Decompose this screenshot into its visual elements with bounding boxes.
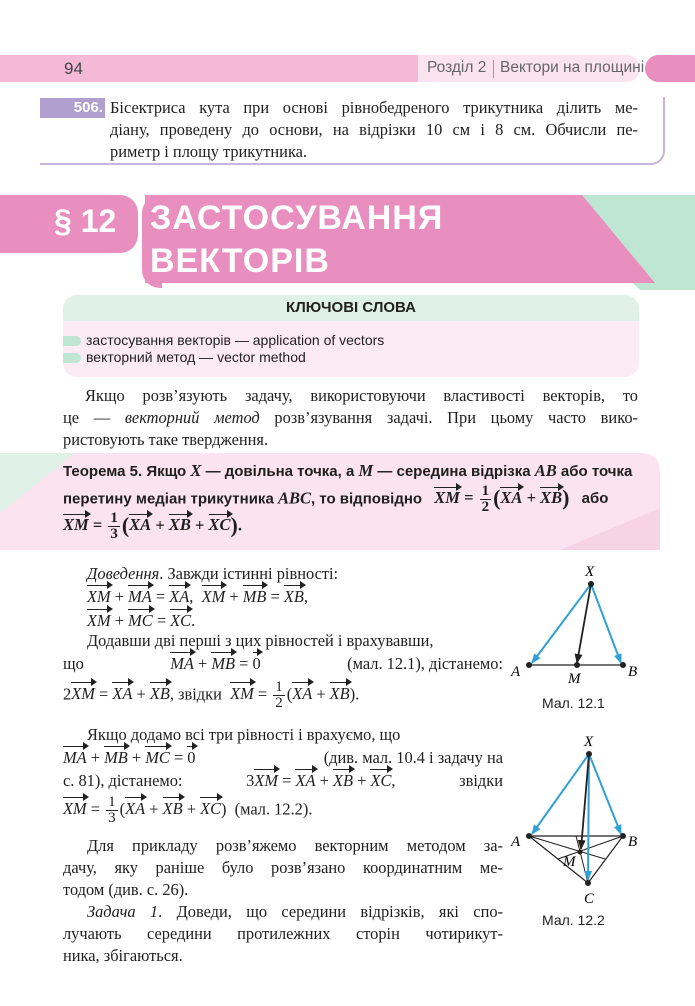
header-divider xyxy=(493,60,494,78)
page-number: 94 xyxy=(64,59,83,78)
theorem-line-3: XM = $\frac{1}{3}$ (XA + XB + XC). xyxy=(63,510,242,542)
vector-xb xyxy=(591,584,621,663)
example-line-4: Задача 1. Доведи, що середини відрізків, які спо- xyxy=(87,902,503,921)
keyword-bullet-2 xyxy=(63,353,81,363)
problem-line-1: Бісектриса кута при основі рівнобедреного трикутника ділить ме- xyxy=(110,98,638,117)
paragraph-title-line-1: ЗАСТОСУВАННЯ xyxy=(150,199,444,237)
keyword-item-2: векторний метод — vector method xyxy=(86,349,306,365)
figure-12-1-caption: Мал. 12.1 xyxy=(542,695,605,711)
keyword-item-1: застосування векторів — application of vectors xyxy=(86,332,385,348)
label-c-2: C xyxy=(584,891,595,907)
problem-line-3: риметр і площу трикутника. xyxy=(110,142,308,161)
theorem-line-1: Теорема 5. Якщо X — довільна точка, а M — середина відрізка AB або точка xyxy=(63,461,633,480)
intro-line-3: ристовують таке твердження. xyxy=(63,430,269,449)
example-line-6: ника, збігаються. xyxy=(63,946,183,965)
intro-line-2: це — векторний метод розв’язування задачі. При цьому часто вико- xyxy=(63,408,638,427)
example-line-3: тодом (див. с. 26). xyxy=(63,880,189,899)
section-label: Розділ 2 xyxy=(427,59,487,76)
example-line-1: Для прикладу розв’яжемо векторним методом за- xyxy=(87,836,503,855)
figure-12-2 xyxy=(505,728,665,908)
label-b: B xyxy=(628,664,638,680)
figure-12-1 xyxy=(505,560,665,690)
vector-xm xyxy=(577,584,591,663)
intro-line-1: Якщо розв’язують задачу, використовуючи властивості векторів, то xyxy=(85,386,638,405)
paragraph-title-line-2: ВЕКТОРІВ xyxy=(150,242,330,280)
chapter-title: Вектори на площині xyxy=(500,59,645,76)
proof-line-3: XM + MC = XC. xyxy=(87,611,196,630)
header-bar-left xyxy=(0,55,420,82)
label-m: M xyxy=(568,671,581,687)
label-a-2: A xyxy=(511,834,521,850)
proof-line-8: MA + MB + MC = 0 (див. мал. 10.4 і задачу на xyxy=(63,748,503,767)
proof-line-6: 2XM = XA + XB, звідки XM = $\frac{1}{2}$ (XA + XB). xyxy=(63,679,360,711)
problem-line-2: діану, проведену до основи, на відрізки 10 см і 8 см. Обчисли пе- xyxy=(110,120,638,139)
example-line-2: дачу, яку раніше було розв’язано координатним ме- xyxy=(63,858,503,877)
problem-number-badge: 506. xyxy=(40,98,105,118)
label-a: A xyxy=(511,664,521,680)
label-x-2: X xyxy=(584,734,594,750)
vector-xa-2 xyxy=(532,754,589,834)
proof-line-4: Додавши дві перші з цих рівностей і врахувавши, xyxy=(87,631,434,650)
proof-line-9: с. 81), дістанемо: 3XM = XA + XB + XC, звідки xyxy=(63,771,503,790)
proof-line-7: Якщо додамо всі три рівності і врахуємо, що xyxy=(87,725,401,744)
header-bar-right xyxy=(645,55,695,82)
proof-line-10: XM = $\frac{1}{3}$ (XA + XB + XC) (мал. 12.2). xyxy=(63,794,313,826)
label-b-2: B xyxy=(628,834,638,850)
proof-line-2: XM + MA = XA, XM + MB = XB, xyxy=(87,587,308,606)
theorem-line-2: перетину медіан трикутника ABC, то відповідно XM = $\frac{1}{2}$ (XA + XB) або xyxy=(63,483,609,515)
proof-line-1: Доведення. Завжди істинні рівності: xyxy=(87,564,339,583)
label-m-2: M xyxy=(563,854,576,870)
proof-line-5: що MA + MB = 0 (мал. 12.1), дістанемо: xyxy=(63,654,503,673)
label-x: X xyxy=(585,564,595,580)
vector-xa xyxy=(532,584,591,663)
keywords-title: КЛЮЧОВІ СЛОВА xyxy=(63,295,639,321)
paragraph-number: § 12 xyxy=(54,203,117,239)
example-line-5: лучають середини протилежних сторін чотирикут- xyxy=(63,924,503,943)
keyword-bullet-1 xyxy=(63,336,81,346)
vector-xb-2 xyxy=(589,754,621,834)
figure-12-2-caption: Мал. 12.2 xyxy=(542,912,605,928)
